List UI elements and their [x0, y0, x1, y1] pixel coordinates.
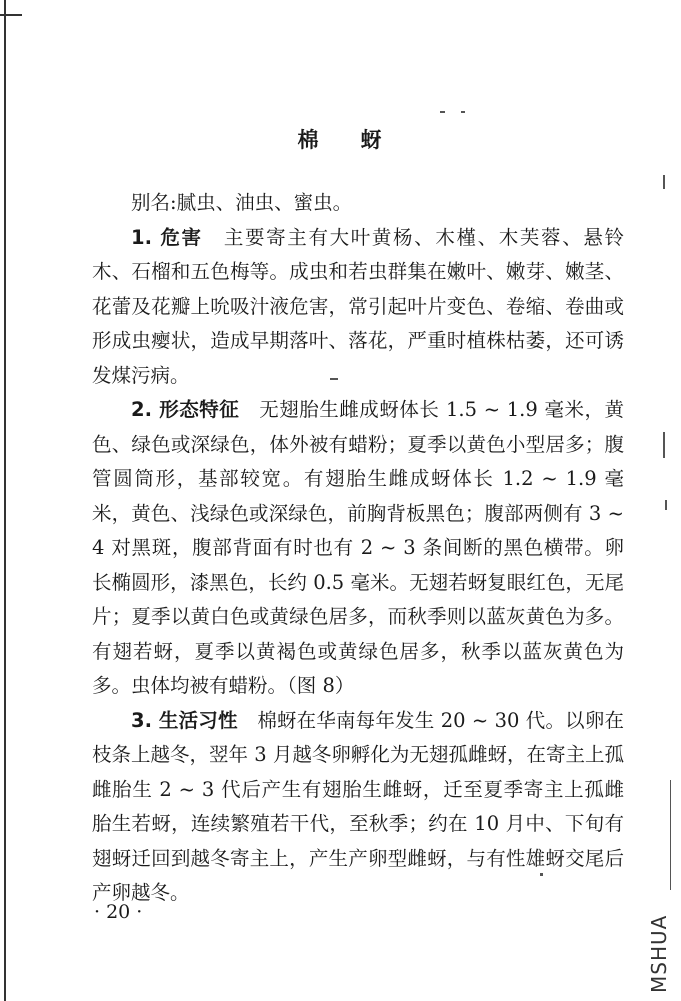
section-heading: 3. 生活习性 [131, 708, 238, 732]
section-text: 主要寄主有大叶黄杨、木槿、木芙蓉、悬铃木、石榴和五色梅等。成虫和若虫群集在嫩叶、嫩芽、嫩茎、花蕾及花瓣上吮吸汁液危害，常引起叶片变色、卷缩、卷曲或形成虫瘿状，造成早期落叶、落花，严重时植株枯萎，还可诱发煤污病。 [92, 225, 624, 387]
scan-edge-line [670, 780, 671, 890]
scan-watermark: MSHUA [647, 914, 671, 993]
page-title [0, 124, 681, 154]
page-number: · 20 · [94, 901, 143, 923]
section-heading: 2. 形态特征 [131, 398, 240, 421]
section-heading: 1. 危害 [131, 225, 203, 249]
article-body [92, 186, 624, 911]
title-char-1: 棉 [297, 128, 321, 152]
section-habits [92, 704, 624, 911]
alias-paragraph: 别名:腻虫、油虫、蜜虫。 [131, 191, 353, 214]
section-text: 无翅胎生雌成蚜体长 1.5 ~ 1.9 毫米，黄色、绿色或深绿色，体外被有蜡粉；夏季以黄色小型居多；腹管圆筒形，基部较宽。有翅胎生雌成蚜体长 1.2 ~ 1.9 毫米，黄色、浅绿色或深绿色，前胸背板黑色；腹部两侧有 3 ~ 4 对黑斑，腹部背面有时也有 2 ~ 3 条间断的黑色横带。卵长椭圆形，漆黑色，长约 0.5 毫米。无翅若蚜复眼红色，无尾片；夏季以黄白色或黄绿色居多，而秋季则以蓝灰黄色为多。有翅若蚜，夏季以黄褐色或黄绿色居多，秋季以蓝灰黄色为多。虫体均被有蜡粉。（图 8） [92, 398, 624, 697]
section-damage [92, 221, 624, 394]
section-morphology [92, 393, 624, 704]
page-corner-mark [0, 0, 22, 16]
section-text: 棉蚜在华南每年发生 20 ~ 30 代。以卵在枝条上越冬，翌年 3 月越冬卵孵化为无翅孤雌蚜，在寄主上孤雌胎生 2 ~ 3 代后产生有翅胎生雌蚜，迁至夏季寄主上孤雌胎生若蚜，连续繁殖若干代，至秋季；约在 10 月中、下旬有翅蚜迁回到越冬寄主上，产生产卵型雌蚜，与有性雄蚜交尾后产卵越冬。 [92, 708, 624, 904]
title-char-2: 蚜 [360, 128, 384, 152]
